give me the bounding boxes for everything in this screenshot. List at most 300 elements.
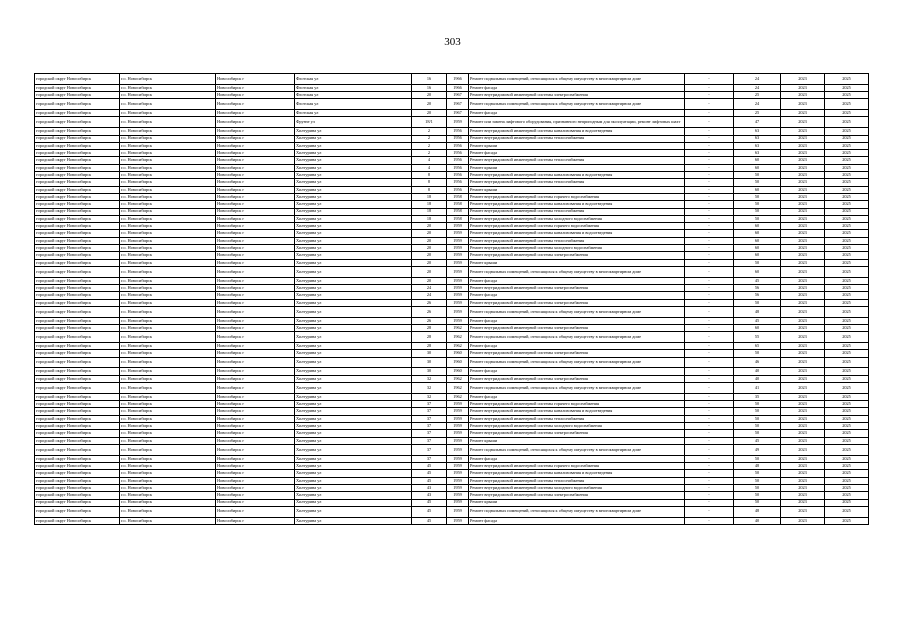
- cell-year: 1962: [447, 332, 469, 343]
- cell-start-year: 2023: [781, 423, 825, 430]
- cell-flag: -: [685, 186, 734, 193]
- cell-house: 20: [412, 110, 447, 117]
- cell-end-year: 2025: [825, 259, 869, 266]
- cell-end-year: 2025: [825, 506, 869, 517]
- cell-start-year: 2023: [781, 186, 825, 193]
- cell-end-year: 2025: [825, 245, 869, 252]
- cell-year: 1960: [447, 357, 469, 368]
- cell-start-year: 2023: [781, 150, 825, 157]
- cell-street: Хилтурина ул: [295, 150, 412, 157]
- cell-municipality: городской округ Новосибирск: [35, 208, 120, 215]
- cell-start-year: 2023: [781, 74, 825, 85]
- cell-locality: г.о. Новосибирск: [120, 408, 216, 415]
- cell-start-year: 2023: [781, 415, 825, 422]
- cell-end-year: 2025: [825, 292, 869, 299]
- cell-start-year: 2023: [781, 393, 825, 400]
- table-row: [35, 317, 869, 324]
- cell-cost: 60: [734, 245, 781, 252]
- cell-end-year: 2025: [825, 142, 869, 149]
- cell-work: Ремонт фасада: [469, 110, 685, 117]
- table-row: [35, 492, 869, 499]
- cell-city: Новосибирск г: [216, 415, 295, 422]
- cell-house: 2: [412, 135, 447, 142]
- cell-end-year: 2025: [825, 299, 869, 306]
- cell-end-year: 2025: [825, 208, 869, 215]
- cell-municipality: городской округ Новосибирск: [35, 317, 120, 324]
- cell-city: Новосибирск г: [216, 437, 295, 444]
- cell-cost: 63: [734, 142, 781, 149]
- cell-locality: г.о. Новосибирск: [120, 499, 216, 506]
- cell-street: Хилтурина ул: [295, 285, 412, 292]
- cell-end-year: 2025: [825, 215, 869, 222]
- cell-flag: -: [685, 92, 734, 99]
- cell-start-year: 2023: [781, 208, 825, 215]
- cell-municipality: городской округ Новосибирск: [35, 470, 120, 477]
- cell-locality: г.о. Новосибирск: [120, 455, 216, 462]
- cell-end-year: 2025: [825, 368, 869, 375]
- cell-municipality: городской округ Новосибирск: [35, 215, 120, 222]
- cell-city: Новосибирск г: [216, 517, 295, 524]
- cell-work: Ремонт внутридомовой инженерной системы электроснабжения: [469, 299, 685, 306]
- cell-flag: -: [685, 430, 734, 437]
- cell-cost: 50: [734, 208, 781, 215]
- table-row: [35, 325, 869, 332]
- cell-cost: 63: [734, 150, 781, 157]
- cell-end-year: 2025: [825, 517, 869, 524]
- cell-municipality: городской округ Новосибирск: [35, 117, 120, 128]
- cell-street: Хилтурина ул: [295, 259, 412, 266]
- cell-end-year: 2025: [825, 492, 869, 499]
- cell-start-year: 2023: [781, 117, 825, 128]
- cell-locality: г.о. Новосибирск: [120, 285, 216, 292]
- table-row: [35, 117, 869, 128]
- cell-work: Ремонт внутридомовой инженерной системы электроснабжения: [469, 492, 685, 499]
- cell-end-year: 2025: [825, 92, 869, 99]
- cell-flag: -: [685, 492, 734, 499]
- cell-end-year: 2025: [825, 470, 869, 477]
- cell-start-year: 2023: [781, 357, 825, 368]
- cell-house: 24: [412, 285, 447, 292]
- cell-house: 24: [412, 292, 447, 299]
- cell-flag: -: [685, 306, 734, 317]
- cell-municipality: городской округ Новосибирск: [35, 201, 120, 208]
- cell-year: 1959: [447, 401, 469, 408]
- cell-work: Ремонт внутридомовой инженерной системы теплоснабжения: [469, 237, 685, 244]
- cell-flag: -: [685, 128, 734, 135]
- cell-start-year: 2023: [781, 285, 825, 292]
- cell-municipality: городской округ Новосибирск: [35, 142, 120, 149]
- cell-city: Новосибирск г: [216, 237, 295, 244]
- cell-cost: 50: [734, 193, 781, 200]
- cell-city: Новосибирск г: [216, 357, 295, 368]
- cell-locality: г.о. Новосибирск: [120, 252, 216, 259]
- cell-cost: 48: [734, 306, 781, 317]
- table-row: [35, 444, 869, 455]
- cell-start-year: 2023: [781, 463, 825, 470]
- cell-street: Флотская ул: [295, 110, 412, 117]
- cell-flag: -: [685, 325, 734, 332]
- cell-cost: 48: [734, 463, 781, 470]
- cell-street: Флотская ул: [295, 74, 412, 85]
- cell-city: Новосибирск г: [216, 150, 295, 157]
- cell-start-year: 2023: [781, 110, 825, 117]
- cell-flag: -: [685, 201, 734, 208]
- cell-city: Новосибирск г: [216, 368, 295, 375]
- cell-cost: 60: [734, 252, 781, 259]
- cell-house: 20: [412, 92, 447, 99]
- cell-end-year: 2025: [825, 230, 869, 237]
- cell-locality: г.о. Новосибирск: [120, 150, 216, 157]
- cell-house: 45: [412, 470, 447, 477]
- table-row: [35, 128, 869, 135]
- cell-municipality: городской округ Новосибирск: [35, 150, 120, 157]
- cell-flag: -: [685, 463, 734, 470]
- cell-year: 1959: [447, 237, 469, 244]
- cell-flag: -: [685, 455, 734, 462]
- cell-house: 30: [412, 350, 447, 357]
- cell-flag: -: [685, 350, 734, 357]
- cell-street: Хилтурина ул: [295, 142, 412, 149]
- cell-municipality: городской округ Новосибирск: [35, 375, 120, 382]
- cell-flag: -: [685, 142, 734, 149]
- cell-locality: г.о. Новосибирск: [120, 215, 216, 222]
- cell-street: Фрунзе ул: [295, 117, 412, 128]
- cell-flag: -: [685, 375, 734, 382]
- cell-house: 26: [412, 306, 447, 317]
- table-row: [35, 499, 869, 506]
- cell-cost: 50: [734, 350, 781, 357]
- cell-cost: 40: [734, 375, 781, 382]
- cell-street: Хилтурина ул: [295, 292, 412, 299]
- cell-year: 1962: [447, 375, 469, 382]
- cell-street: Флотская ул: [295, 92, 412, 99]
- cell-municipality: городской округ Новосибирск: [35, 430, 120, 437]
- cell-start-year: 2023: [781, 292, 825, 299]
- cell-flag: -: [685, 193, 734, 200]
- cell-year: 1959: [447, 252, 469, 259]
- cell-start-year: 2023: [781, 375, 825, 382]
- cell-house: 32: [412, 375, 447, 382]
- cell-work: Ремонт внутридомовой инженерной системы холодного водоснабжения: [469, 484, 685, 491]
- cell-end-year: 2025: [825, 332, 869, 343]
- cell-work: Ремонт внутридомовой инженерной системы электроснабжения: [469, 430, 685, 437]
- cell-house: 18: [412, 215, 447, 222]
- cell-year: 1959: [447, 477, 469, 484]
- cell-flag: -: [685, 245, 734, 252]
- cell-end-year: 2025: [825, 408, 869, 415]
- table-row: [35, 164, 869, 171]
- cell-work: Ремонт крыши: [469, 437, 685, 444]
- cell-street: Хилтурина ул: [295, 299, 412, 306]
- cell-cost: 50: [734, 470, 781, 477]
- cell-city: Новосибирск г: [216, 299, 295, 306]
- cell-street: Хилтурина ул: [295, 368, 412, 375]
- cell-start-year: 2023: [781, 401, 825, 408]
- cell-house: 2: [412, 150, 447, 157]
- table-row: [35, 230, 869, 237]
- cell-city: Новосибирск г: [216, 179, 295, 186]
- cell-work: Ремонт внутридомовой инженерной системы канализования и водоотведения: [469, 201, 685, 208]
- cell-year: 1967: [447, 99, 469, 110]
- cell-street: Хилтурина ул: [295, 223, 412, 230]
- cell-flag: -: [685, 444, 734, 455]
- cell-cost: 60: [734, 186, 781, 193]
- cell-cost: 56: [734, 292, 781, 299]
- cell-house: 8: [412, 172, 447, 179]
- cell-street: Хилтурина ул: [295, 477, 412, 484]
- cell-flag: -: [685, 383, 734, 394]
- cell-municipality: городской округ Новосибирск: [35, 193, 120, 200]
- cell-end-year: 2025: [825, 164, 869, 171]
- cell-municipality: городской округ Новосибирск: [35, 92, 120, 99]
- cell-flag: -: [685, 157, 734, 164]
- cell-flag: -: [685, 230, 734, 237]
- table-row: [35, 375, 869, 382]
- cell-work: Ремонт внутридомовой инженерной системы горячего водоснабжения: [469, 463, 685, 470]
- cell-locality: г.о. Новосибирск: [120, 350, 216, 357]
- cell-end-year: 2025: [825, 437, 869, 444]
- cell-flag: -: [685, 393, 734, 400]
- cell-street: Хилтурина ул: [295, 484, 412, 491]
- cell-street: Хилтурина ул: [295, 470, 412, 477]
- cell-start-year: 2023: [781, 470, 825, 477]
- cell-end-year: 2025: [825, 84, 869, 91]
- cell-work: Ремонт фасада: [469, 368, 685, 375]
- cell-locality: г.о. Новосибирск: [120, 430, 216, 437]
- cell-locality: г.о. Новосибирск: [120, 74, 216, 85]
- cell-work: Ремонт подвальных помещений, относящихся к общему имуществу в многоквартирном доме: [469, 266, 685, 277]
- cell-work: Ремонт подвальных помещений, относящихся к общему имуществу в многоквартирном доме: [469, 74, 685, 85]
- cell-flag: -: [685, 74, 734, 85]
- cell-locality: г.о. Новосибирск: [120, 517, 216, 524]
- cell-cost: 50: [734, 455, 781, 462]
- cell-municipality: городской округ Новосибирск: [35, 266, 120, 277]
- cell-cost: 45: [734, 437, 781, 444]
- cell-city: Новосибирск г: [216, 383, 295, 394]
- cell-work: Ремонт внутридомовой инженерной системы холодного водоснабжения: [469, 423, 685, 430]
- cell-municipality: городской округ Новосибирск: [35, 285, 120, 292]
- cell-start-year: 2023: [781, 142, 825, 149]
- cell-locality: г.о. Новосибирск: [120, 332, 216, 343]
- cell-municipality: городской округ Новосибирск: [35, 423, 120, 430]
- cell-city: Новосибирск г: [216, 317, 295, 324]
- cell-end-year: 2025: [825, 277, 869, 284]
- cell-city: Новосибирск г: [216, 444, 295, 455]
- cell-end-year: 2025: [825, 223, 869, 230]
- table-row: [35, 408, 869, 415]
- cell-house: 28: [412, 325, 447, 332]
- table-row: [35, 193, 869, 200]
- table-row: [35, 237, 869, 244]
- cell-year: 1967: [447, 92, 469, 99]
- cell-municipality: городской округ Новосибирск: [35, 128, 120, 135]
- cell-street: Хилтурина ул: [295, 135, 412, 142]
- cell-city: Новосибирск г: [216, 117, 295, 128]
- cell-start-year: 2023: [781, 172, 825, 179]
- cell-flag: -: [685, 484, 734, 491]
- cell-year: 1958: [447, 193, 469, 200]
- cell-street: Хилтурина ул: [295, 237, 412, 244]
- cell-city: Новосибирск г: [216, 277, 295, 284]
- cell-start-year: 2023: [781, 164, 825, 171]
- cell-year: 1959: [447, 408, 469, 415]
- cell-year: 1956: [447, 157, 469, 164]
- cell-work: Ремонт крыши: [469, 142, 685, 149]
- table-row: [35, 437, 869, 444]
- cell-city: Новосибирск г: [216, 84, 295, 91]
- cell-end-year: 2025: [825, 252, 869, 259]
- table-row: [35, 157, 869, 164]
- cell-city: Новосибирск г: [216, 325, 295, 332]
- cell-house: 2: [412, 142, 447, 149]
- cell-work: Ремонт крыши: [469, 164, 685, 171]
- cell-work: Ремонт внутридомовой инженерной системы теплоснабжения: [469, 135, 685, 142]
- cell-house: 32: [412, 393, 447, 400]
- cell-city: Новосибирск г: [216, 306, 295, 317]
- cell-street: Хилтурина ул: [295, 343, 412, 350]
- cell-cost: 25: [734, 110, 781, 117]
- table-row: [35, 201, 869, 208]
- cell-locality: г.о. Новосибирск: [120, 437, 216, 444]
- cell-house: 45: [412, 517, 447, 524]
- cell-year: 1962: [447, 343, 469, 350]
- cell-work: Ремонт фасада: [469, 517, 685, 524]
- cell-start-year: 2023: [781, 128, 825, 135]
- cell-year: 1958: [447, 201, 469, 208]
- cell-house: 37: [412, 444, 447, 455]
- table-row: [35, 74, 869, 85]
- cell-start-year: 2023: [781, 343, 825, 350]
- cell-city: Новосибирск г: [216, 92, 295, 99]
- table-row: [35, 423, 869, 430]
- cell-flag: -: [685, 135, 734, 142]
- cell-start-year: 2023: [781, 179, 825, 186]
- cell-year: 1959: [447, 306, 469, 317]
- cell-house: 37: [412, 423, 447, 430]
- cell-start-year: 2023: [781, 408, 825, 415]
- cell-flag: -: [685, 343, 734, 350]
- cell-flag: -: [685, 477, 734, 484]
- cell-start-year: 2023: [781, 223, 825, 230]
- cell-flag: -: [685, 99, 734, 110]
- cell-flag: -: [685, 172, 734, 179]
- cell-end-year: 2025: [825, 110, 869, 117]
- cell-municipality: городской округ Новосибирск: [35, 325, 120, 332]
- table-row: [35, 484, 869, 491]
- cell-flag: -: [685, 164, 734, 171]
- cell-street: Хилтурина ул: [295, 325, 412, 332]
- cell-flag: -: [685, 110, 734, 117]
- cell-house: 20: [412, 230, 447, 237]
- cell-cost: 50: [734, 477, 781, 484]
- cell-locality: г.о. Новосибирск: [120, 383, 216, 394]
- table-row: [35, 150, 869, 157]
- cell-start-year: 2023: [781, 492, 825, 499]
- cell-locality: г.о. Новосибирск: [120, 164, 216, 171]
- cell-municipality: городской округ Новосибирск: [35, 393, 120, 400]
- cell-year: 1966: [447, 84, 469, 91]
- cell-flag: -: [685, 415, 734, 422]
- table-row: [35, 350, 869, 357]
- cell-end-year: 2025: [825, 325, 869, 332]
- cell-year: 1959: [447, 245, 469, 252]
- cell-work: Ремонт внутридомовой инженерной системы теплоснабжения: [469, 157, 685, 164]
- cell-work: Ремонт фасада: [469, 277, 685, 284]
- cell-locality: г.о. Новосибирск: [120, 99, 216, 110]
- cell-start-year: 2023: [781, 332, 825, 343]
- cell-locality: г.о. Новосибирск: [120, 463, 216, 470]
- cell-flag: -: [685, 299, 734, 306]
- cell-municipality: городской округ Новосибирск: [35, 492, 120, 499]
- cell-year: 1956: [447, 186, 469, 193]
- cell-work: Ремонт внутридомовой инженерной системы горячего водоснабжения: [469, 401, 685, 408]
- table-body: [35, 74, 869, 525]
- cell-locality: г.о. Новосибирск: [120, 237, 216, 244]
- table-row: [35, 252, 869, 259]
- cell-cost: 63: [734, 135, 781, 142]
- cell-street: Хилтурина ул: [295, 437, 412, 444]
- cell-locality: г.о. Новосибирск: [120, 292, 216, 299]
- cell-street: Хилтурина ул: [295, 408, 412, 415]
- cell-locality: г.о. Новосибирск: [120, 117, 216, 128]
- cell-house: 26: [412, 299, 447, 306]
- cell-street: Флотская ул: [295, 84, 412, 91]
- cell-street: Флотская ул: [295, 99, 412, 110]
- cell-municipality: городской округ Новосибирск: [35, 237, 120, 244]
- table-row: [35, 92, 869, 99]
- cell-city: Новосибирск г: [216, 142, 295, 149]
- cell-start-year: 2023: [781, 430, 825, 437]
- table-row: [35, 135, 869, 142]
- cell-house: 45: [412, 463, 447, 470]
- cell-start-year: 2023: [781, 437, 825, 444]
- cell-end-year: 2025: [825, 455, 869, 462]
- cell-municipality: городской округ Новосибирск: [35, 517, 120, 524]
- cell-house: 26: [412, 317, 447, 324]
- cell-municipality: городской округ Новосибирск: [35, 135, 120, 142]
- cell-locality: г.о. Новосибирск: [120, 208, 216, 215]
- cell-locality: г.о. Новосибирск: [120, 223, 216, 230]
- cell-end-year: 2025: [825, 423, 869, 430]
- cell-year: 1959: [447, 277, 469, 284]
- cell-street: Хилтурина ул: [295, 506, 412, 517]
- cell-cost: 60: [734, 164, 781, 171]
- cell-house: 18: [412, 193, 447, 200]
- cell-flag: -: [685, 84, 734, 91]
- cell-municipality: городской округ Новосибирск: [35, 84, 120, 91]
- cell-flag: -: [685, 179, 734, 186]
- cell-house: 18: [412, 201, 447, 208]
- table-row: [35, 357, 869, 368]
- cell-house: 4: [412, 164, 447, 171]
- cell-year: 1959: [447, 506, 469, 517]
- cell-start-year: 2023: [781, 201, 825, 208]
- cell-city: Новосибирск г: [216, 506, 295, 517]
- table-row: [35, 463, 869, 470]
- cell-year: 1959: [447, 499, 469, 506]
- cell-city: Новосибирск г: [216, 172, 295, 179]
- cell-house: 43: [412, 484, 447, 491]
- table-row: [35, 343, 869, 350]
- cell-end-year: 2025: [825, 343, 869, 350]
- cell-start-year: 2023: [781, 259, 825, 266]
- cell-end-year: 2025: [825, 484, 869, 491]
- table-row: [35, 477, 869, 484]
- cell-locality: г.о. Новосибирск: [120, 375, 216, 382]
- cell-locality: г.о. Новосибирск: [120, 317, 216, 324]
- cell-work: Ремонт внутридомовой инженерной системы канализования и водоотведения: [469, 172, 685, 179]
- table-row: [35, 266, 869, 277]
